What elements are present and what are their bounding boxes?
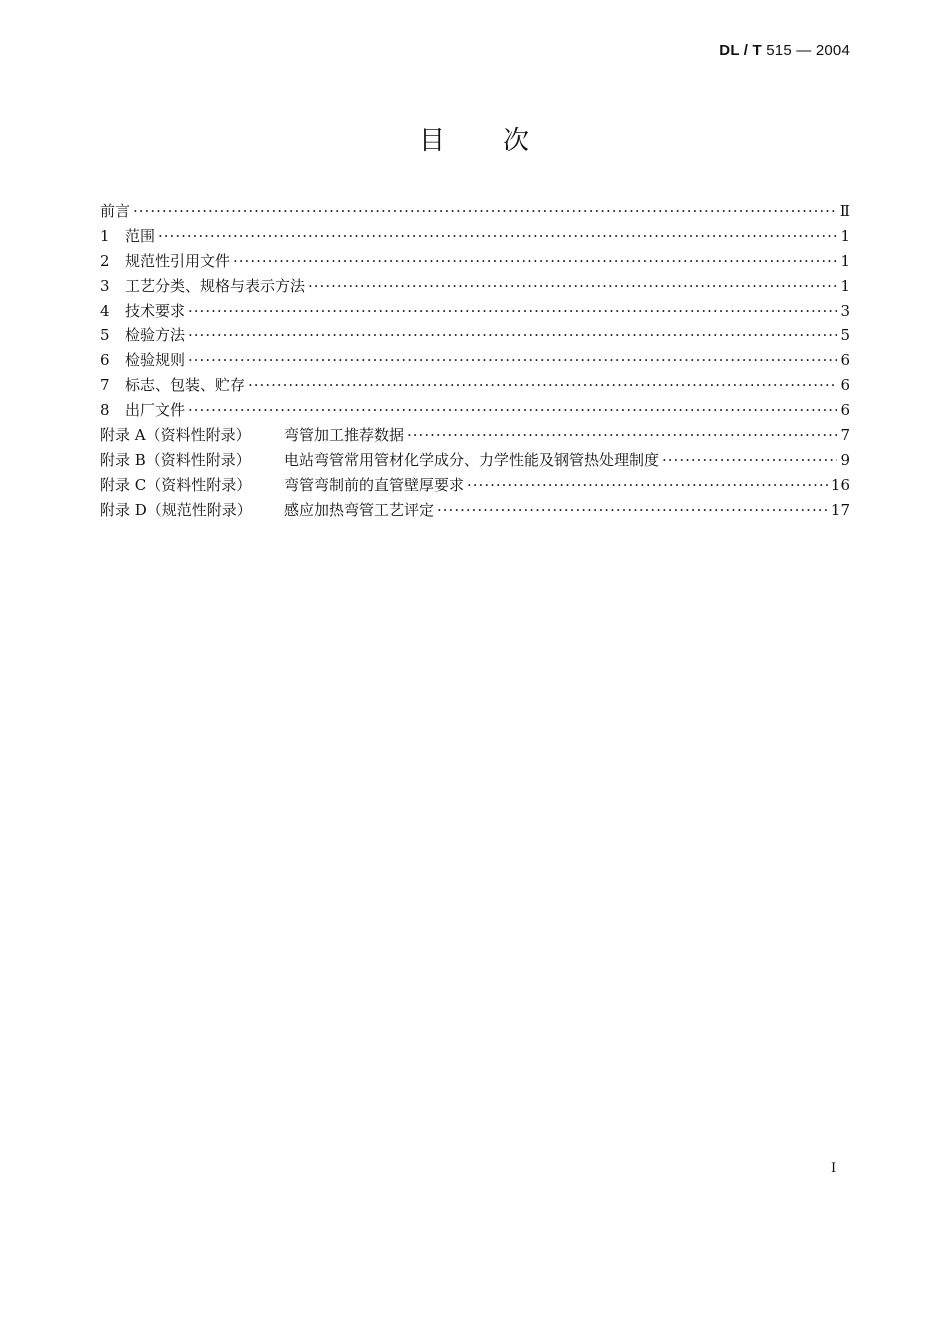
toc-entry-label: 技术要求: [125, 301, 186, 320]
page-number: I: [831, 1161, 837, 1176]
standard-number: 515 — 2004: [766, 42, 850, 59]
toc-entry-appendix-prefix: 附录 A（资料性附录）: [100, 426, 251, 445]
toc-entry[interactable]: [100, 449, 850, 474]
toc-entry-page: 5: [840, 326, 850, 345]
table-of-contents: [100, 200, 850, 524]
toc-dot-leader: [133, 202, 837, 220]
toc-dot-leader: [467, 476, 828, 494]
toc-entry-page: 16: [830, 475, 850, 494]
toc-dot-leader: [437, 501, 828, 519]
toc-entry-number: 7: [100, 376, 110, 395]
toc-entry-label: 弯管弯制前的直管壁厚要求: [284, 475, 465, 494]
toc-entry-label: 感应加热弯管工艺评定: [284, 500, 435, 519]
toc-entry-label: 弯管加工推荐数据: [284, 426, 405, 445]
toc-entry-number: 2: [100, 251, 110, 270]
toc-dot-leader: [188, 326, 837, 344]
toc-entry[interactable]: [100, 374, 850, 399]
toc-entry-page: 9: [840, 450, 850, 469]
standard-code: [719, 42, 850, 59]
toc-entry[interactable]: [100, 474, 850, 499]
toc-dot-leader: [248, 376, 837, 394]
toc-entry-page: Ⅱ: [839, 202, 850, 220]
toc-entry-label: 范围: [125, 226, 156, 245]
toc-entry-label: 工艺分类、规格与表示方法: [125, 276, 306, 295]
toc-dot-leader: [662, 451, 837, 469]
toc-dot-leader: [188, 401, 837, 419]
toc-entry-page: 1: [840, 251, 850, 270]
toc-entry-label: 检验规则: [125, 351, 186, 370]
toc-entry-label: 检验方法: [125, 326, 186, 345]
toc-entry-appendix-prefix: 附录 B（资料性附录）: [100, 450, 251, 469]
toc-entry-page: 3: [840, 301, 850, 320]
toc-entry[interactable]: [100, 349, 850, 374]
toc-entry[interactable]: [100, 200, 850, 225]
page-title: 目 次: [418, 126, 531, 156]
toc-entry-number: 8: [100, 401, 110, 420]
toc-entry[interactable]: [100, 250, 850, 275]
toc-dot-leader: [407, 426, 837, 444]
toc-dot-leader: [308, 277, 837, 295]
toc-entry-label: 电站弯管常用管材化学成分、力学性能及钢管热处理制度: [284, 450, 660, 469]
toc-entry[interactable]: [100, 324, 850, 349]
toc-entry[interactable]: [100, 424, 850, 449]
toc-dot-leader: [188, 351, 837, 369]
toc-entry-page: 1: [840, 226, 850, 245]
toc-entry[interactable]: [100, 225, 850, 250]
toc-entry[interactable]: [100, 399, 850, 424]
toc-entry-page: 6: [840, 351, 850, 370]
toc-dot-leader: [188, 302, 837, 320]
toc-entry-page: 17: [830, 500, 850, 519]
toc-entry-number: 1: [100, 226, 110, 245]
toc-entry-page: 6: [840, 401, 850, 420]
toc-entry-label: 出厂文件: [125, 401, 186, 420]
toc-entry-label: 规范性引用文件: [125, 251, 231, 270]
toc-entry-number: 6: [100, 351, 110, 370]
toc-entry-number: 3: [100, 276, 110, 295]
toc-entry-label: 标志、包装、贮存: [125, 376, 246, 395]
toc-entry-number: 4: [100, 301, 110, 320]
toc-entry-page: 7: [840, 426, 850, 445]
toc-entry-appendix-prefix: 附录 D（规范性附录）: [100, 500, 252, 519]
toc-dot-leader: [233, 252, 837, 270]
toc-entry-page: 6: [840, 376, 850, 395]
standard-prefix: DL / T: [719, 42, 762, 59]
toc-entry-page: 1: [840, 276, 850, 295]
toc-entry[interactable]: [100, 275, 850, 300]
toc-entry-appendix-prefix: 附录 C（资料性附录）: [100, 475, 252, 494]
toc-dot-leader: [158, 227, 837, 245]
toc-entry[interactable]: [100, 499, 850, 524]
toc-entry-label: 前言: [100, 202, 131, 220]
toc-entry-number: 5: [100, 326, 110, 345]
toc-entry[interactable]: [100, 300, 850, 325]
